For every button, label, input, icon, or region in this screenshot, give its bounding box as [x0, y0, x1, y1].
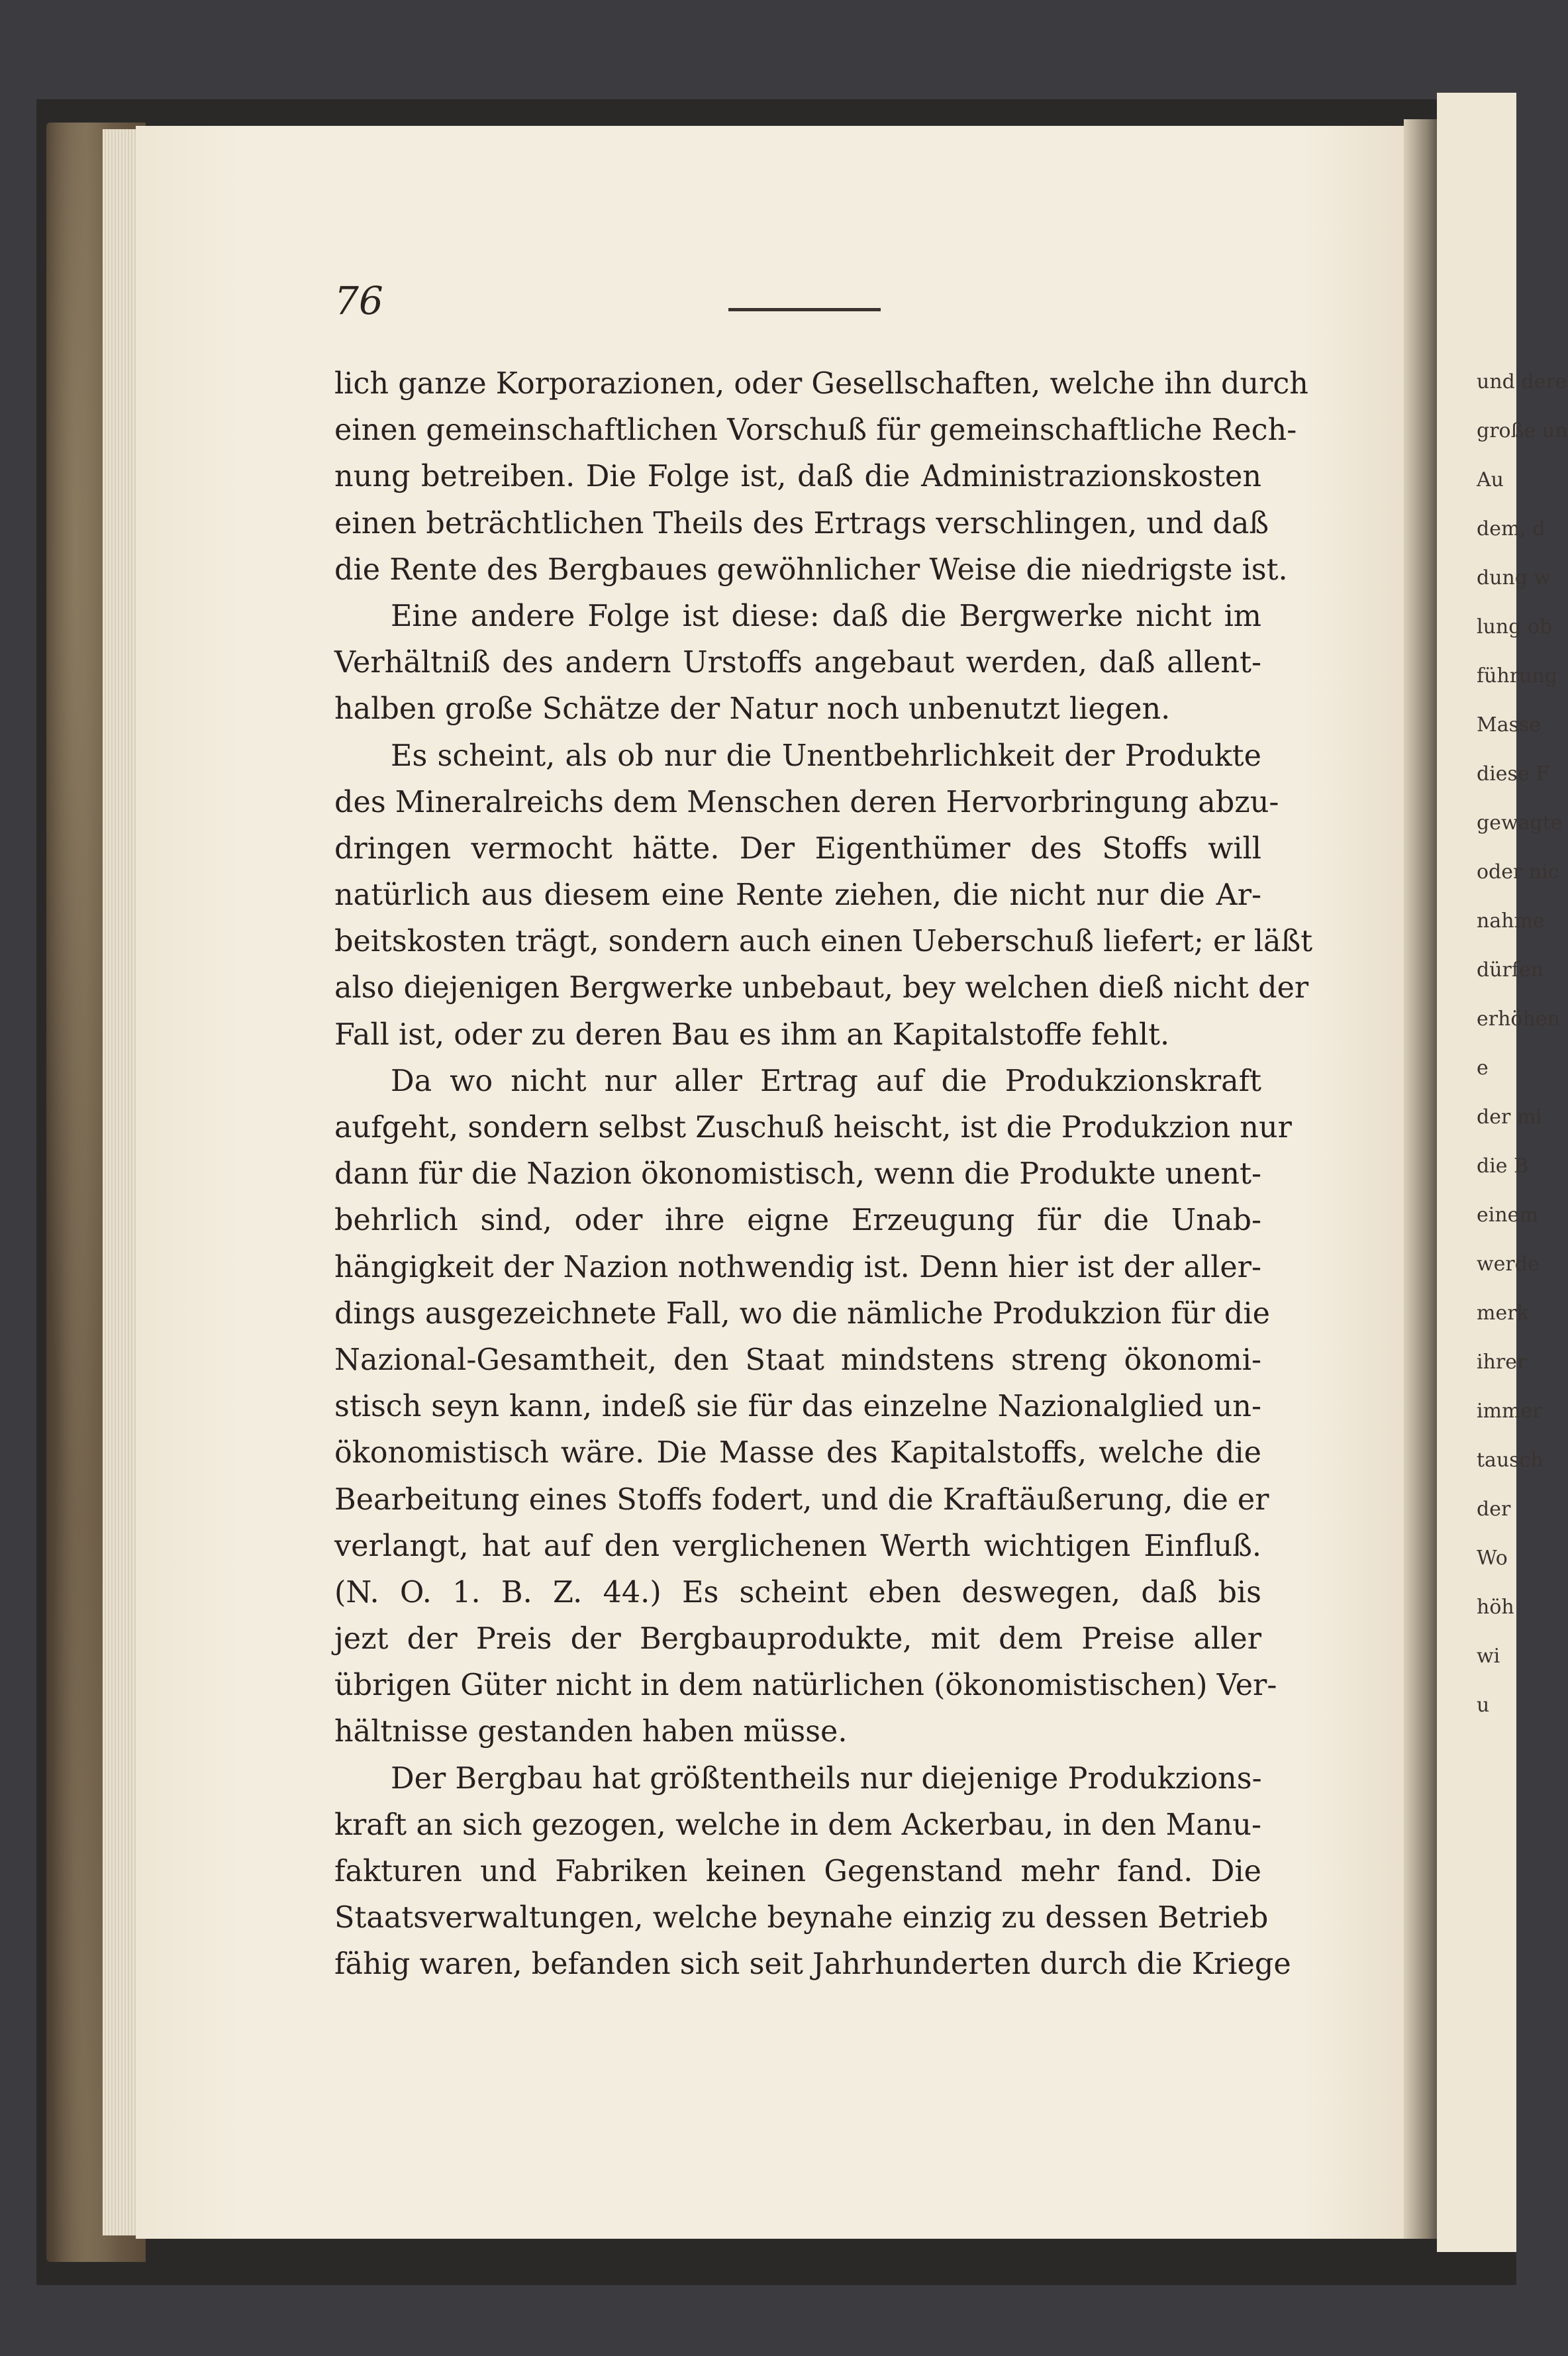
fragment-line: erhöhen — [1477, 1007, 1560, 1031]
text-line: dings ausgezeichnete Fall, wo die nämliche Produkzion für die — [334, 1296, 1270, 1331]
fragment-line: wi — [1477, 1645, 1500, 1668]
text-line: fakturen und Fabriken keinen Gegenstand mehr fand. Die — [334, 1855, 1261, 1888]
fragment-line: dung w — [1477, 566, 1551, 589]
text-line: hältnisse gestanden haben müsse. — [334, 1715, 848, 1749]
fragment-line: dürfen — [1477, 958, 1544, 982]
fragment-line: und dere — [1477, 370, 1567, 393]
fragment-line: werde — [1477, 1253, 1540, 1276]
facing-page-text-fragments — [1477, 358, 1568, 1730]
text-line: lich ganze Korporazionen, oder Gesellschaften, welche ihn durch — [334, 367, 1308, 401]
fragment-line: immer — [1477, 1400, 1542, 1423]
fragment-line: große un — [1477, 419, 1568, 442]
text-line: einen beträchtlichen Theils des Ertrags verschlingen, und daß — [334, 506, 1269, 540]
fragment-line: oder nic — [1477, 860, 1559, 884]
text-line: Der Bergbau hat größtentheils nur diejenige Produkzions- — [391, 1761, 1262, 1796]
text-line: also diejenigen Bergwerke unbebaut, bey welchen dieß nicht der — [334, 971, 1309, 1005]
fragment-line: die B — [1477, 1154, 1529, 1178]
body-text — [334, 361, 1313, 1988]
fragment-line: diese F — [1477, 762, 1550, 786]
fragment-line: ihrer — [1477, 1351, 1527, 1374]
text-line: Verhältniß des andern Urstoffs angebaut werden, daß allent- — [334, 646, 1261, 680]
fragment-line: Masse — [1477, 713, 1542, 737]
text-line: Fall ist, oder zu deren Bau es ihm an Kapitalstoffe fehlt. — [334, 1017, 1170, 1052]
fragment-line: dem, d — [1477, 517, 1545, 540]
text-line: beitskosten trägt, sondern auch einen Ueberschuß liefert; er läßt — [334, 925, 1313, 959]
fragment-line: gewagte — [1477, 811, 1563, 835]
text-line: kraft an sich gezogen, welche in dem Ackerbau, in den Manu- — [334, 1808, 1261, 1842]
fragment-line: einem — [1477, 1204, 1538, 1227]
text-line: nung betreiben. Die Folge ist, daß die Administrazionskosten — [334, 460, 1261, 494]
text-line: hängigkeit der Nazion nothwendig ist. Denn hier ist der aller- — [334, 1250, 1261, 1284]
fragment-line: u — [1477, 1694, 1490, 1717]
text-line: einen gemeinschaftlichen Vorschuß für gemeinschaftliche Rech- — [334, 413, 1297, 448]
fragment-line: merk — [1477, 1302, 1529, 1325]
fragment-line: höh — [1477, 1596, 1514, 1619]
text-line: dann für die Nazion ökonomistisch, wenn die Produkte unent- — [334, 1157, 1261, 1192]
fragment-line: lung ob — [1477, 615, 1553, 639]
text-line: Bearbeitung eines Stoffs fodert, und die Kraftäußerung, die er — [334, 1482, 1269, 1517]
fragment-line: tausch — [1477, 1449, 1544, 1472]
text-line: des Mineralreichs dem Menschen deren Hervorbringung abzu- — [334, 785, 1279, 819]
text-line: verlangt, hat auf den verglichenen Werth wichtigen Einfluß. — [334, 1529, 1261, 1563]
text-line: natürlich aus diesem eine Rente ziehen, die nicht nur die Ar- — [334, 878, 1261, 913]
text-line: Staatsverwaltungen, welche beynahe einzig zu dessen Betrieb — [334, 1901, 1269, 1935]
text-line: behrlich sind, oder ihre eigne Erzeugung für die Unab- — [334, 1204, 1261, 1238]
text-line: stisch seyn kann, indeß sie für das einzelne Nazionalglied un- — [334, 1390, 1261, 1424]
text-line: aufgeht, sondern selbst Zuschuß heischt, ist die Produkzion nur — [334, 1111, 1292, 1145]
fragment-line: e — [1477, 1056, 1489, 1080]
text-line: Eine andere Folge ist diese: daß die Bergwerke nicht im — [391, 599, 1261, 633]
text-line: Es scheint, als ob nur die Unentbehrlichkeit der Produkte — [391, 739, 1261, 773]
text-line: ökonomistisch wäre. Die Masse des Kapitalstoffs, welche die — [334, 1436, 1261, 1470]
fragment-line: nahme — [1477, 909, 1545, 933]
text-line: halben große Schätze der Natur noch unbenutzt liegen. — [334, 692, 1171, 727]
page-number: 76 — [334, 278, 383, 323]
text-line: fähig waren, befanden sich seit Jahrhunderten durch die Kriege — [334, 1947, 1291, 1982]
text-line: übrigen Güter nicht in dem natürlichen (ökonomistischen) Ver- — [334, 1668, 1277, 1703]
fragment-line: Wo — [1477, 1547, 1508, 1570]
fragment-line: führung — [1477, 664, 1557, 688]
text-line: Nazional-Gesamtheit, den Staat mindstens streng ökonomi- — [334, 1343, 1261, 1377]
fragment-line: der mi — [1477, 1105, 1542, 1129]
text-line: dringen vermocht hätte. Der Eigenthümer des Stoffs will — [334, 831, 1261, 866]
text-line: Da wo nicht nur aller Ertrag auf die Produkzionskraft — [391, 1064, 1261, 1098]
fragment-line: der — [1477, 1498, 1511, 1521]
text-line: die Rente des Bergbaues gewöhnlicher Weise die niedrigste ist. — [334, 552, 1288, 587]
fragment-line: Au — [1477, 468, 1504, 491]
text-line: (N. O. 1. B. Z. 44.) Es scheint eben deswegen, daß bis — [334, 1575, 1261, 1610]
text-line: jezt der Preis der Bergbauprodukte, mit dem Preise aller — [334, 1622, 1261, 1657]
header-rule — [728, 308, 881, 311]
